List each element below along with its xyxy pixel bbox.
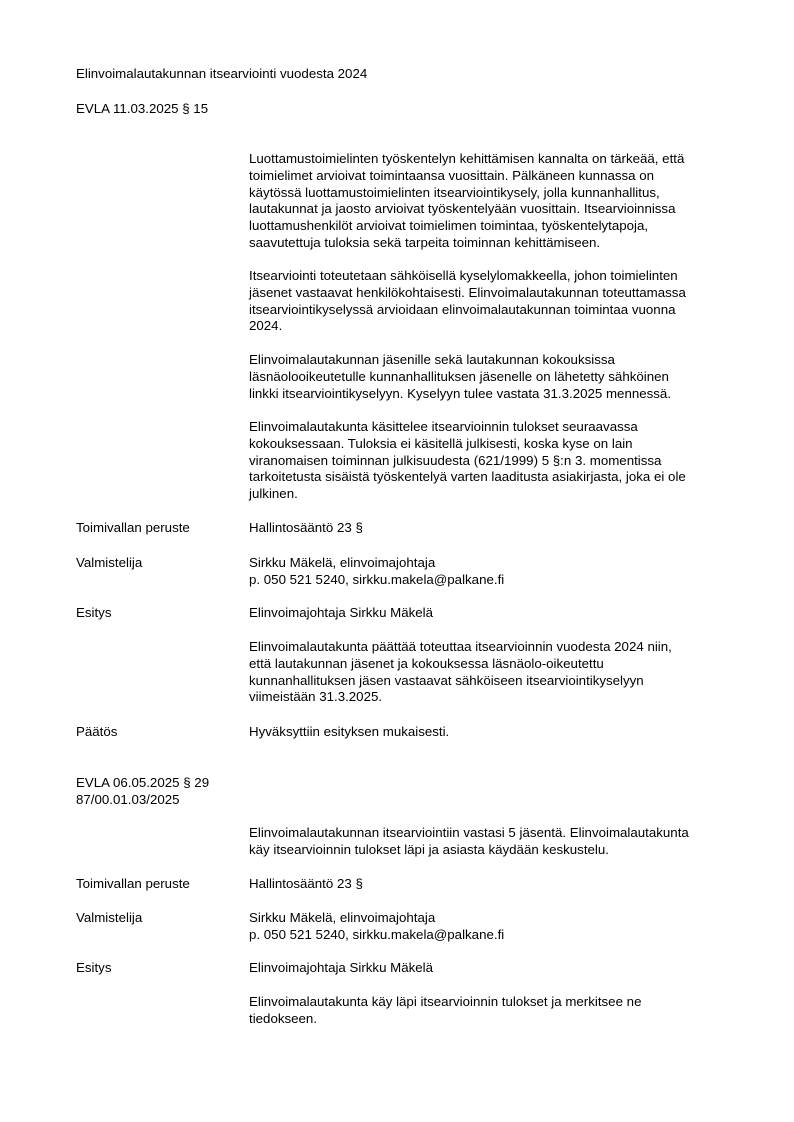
paragraph-line: viranomaisen toiminnan julkisuudesta (621/1999) 5 §:n 3. momentissa: [249, 453, 662, 468]
preparer-contact: p. 050 521 5240, sirkku.makela@palkane.fi: [249, 927, 505, 942]
intro-line: luottamushenkilöt arvioivat toimielimen toimintaa, työskentelytapoja,: [249, 218, 649, 233]
meeting-reference: EVLA 11.03.2025 § 15: [76, 101, 209, 116]
authority-value: Hallintosääntö 23 §: [249, 876, 363, 891]
intro-line: toimielimet arvioivat toimintaansa vuosittain. Pälkäneen kunnassa on: [249, 168, 655, 183]
intro-line: Luottamustoimielinten työskentelyn kehittämisen kannalta on tärkeää, että: [249, 151, 685, 166]
paragraph-line: 2024.: [249, 318, 283, 333]
intro-line: käy itsearvioinnin tulokset läpi ja asiasta käydään keskustelu.: [249, 842, 609, 857]
authority-label: Toimivallan peruste: [76, 520, 190, 535]
paragraph-line: Elinvoimalautakunnan jäsenille sekä lautakunnan kokouksissa: [249, 352, 615, 367]
proposal-label: Esitys: [76, 960, 112, 975]
document-title: Elinvoimalautakunnan itsearviointi vuodesta 2024: [76, 66, 368, 81]
document-number: 87/00.01.03/2025: [76, 792, 180, 807]
intro-line: lautakunnat ja jaosto arvioivat työskentelyään vuosittain. Itsearvioinnissa: [249, 201, 676, 216]
preparer-name: Sirkku Mäkelä, elinvoimajohtaja: [249, 910, 436, 925]
meeting-reference: EVLA 06.05.2025 § 29: [76, 775, 210, 790]
paragraph-line: julkinen.: [249, 486, 298, 501]
proposal-line: että lautakunnan jäsenet ja kokouksessa läsnäolo-oikeutettu: [249, 656, 604, 671]
intro-line: Elinvoimalautakunnan itsearviointiin vastasi 5 jäsentä. Elinvoimalautakunta: [249, 825, 689, 840]
paragraph-line: itsearviointikyselyssä arvioidaan elinvoimalautakunnan toimintaa vuonna: [249, 302, 676, 317]
paragraph-line: läsnäolooikeutetulle kunnanhallituksen jäsenelle on lähetetty sähköinen: [249, 369, 669, 384]
authority-label: Toimivallan peruste: [76, 876, 190, 891]
intro-line: käytössä luottamustoimielinten itsearviointikysely, jolla kunnanhallitus,: [249, 185, 660, 200]
paragraph-line: tarkoitetusta sisäistä työskentelyä varten laaditusta asiakirjasta, joka ei ole: [249, 469, 686, 484]
proposal-by: Elinvoimajohtaja Sirkku Mäkelä: [249, 960, 434, 975]
proposal-by: Elinvoimajohtaja Sirkku Mäkelä: [249, 605, 434, 620]
proposal-line: tiedokseen.: [249, 1011, 318, 1026]
proposal-line: Elinvoimalautakunta käy läpi itsearvioinnin tulokset ja merkitsee ne: [249, 994, 642, 1009]
proposal-label: Esitys: [76, 605, 112, 620]
preparer-label: Valmistelija: [76, 910, 143, 925]
authority-value: Hallintosääntö 23 §: [249, 520, 363, 535]
proposal-line: Elinvoimalautakunta päättää toteuttaa itsearvioinnin vuodesta 2024 niin,: [249, 639, 672, 654]
paragraph-line: kokouksessaan. Tuloksia ei käsitellä julkisesti, koska kyse on lain: [249, 436, 633, 451]
paragraph-line: jäsenet vastaavat henkilökohtaisesti. Elinvoimalautakunnan toteuttamassa: [249, 285, 686, 300]
preparer-label: Valmistelija: [76, 555, 143, 570]
intro-line: saavutettuja tuloksia sekä tarpeita toiminnan kehittämiseen.: [249, 235, 601, 250]
paragraph-line: Itsearviointi toteutetaan sähköisellä kyselylomakkeella, johon toimielinten: [249, 268, 678, 283]
decision-value: Hyväksyttiin esityksen mukaisesti.: [249, 724, 450, 739]
paragraph-line: linkki itsearviointikyselyyn. Kyselyyn tulee vastata 31.3.2025 mennessä.: [249, 386, 672, 401]
paragraph-line: Elinvoimalautakunta käsittelee itsearvioinnin tulokset seuraavassa: [249, 419, 638, 434]
preparer-contact: p. 050 521 5240, sirkku.makela@palkane.fi: [249, 572, 505, 587]
proposal-line: kunnanhallituksen jäsen vastaavat sähköiseen itsearviointikyselyyn: [249, 673, 644, 688]
preparer-name: Sirkku Mäkelä, elinvoimajohtaja: [249, 555, 436, 570]
proposal-line: viimeistään 31.3.2025.: [249, 689, 383, 704]
decision-label: Päätös: [76, 724, 118, 739]
